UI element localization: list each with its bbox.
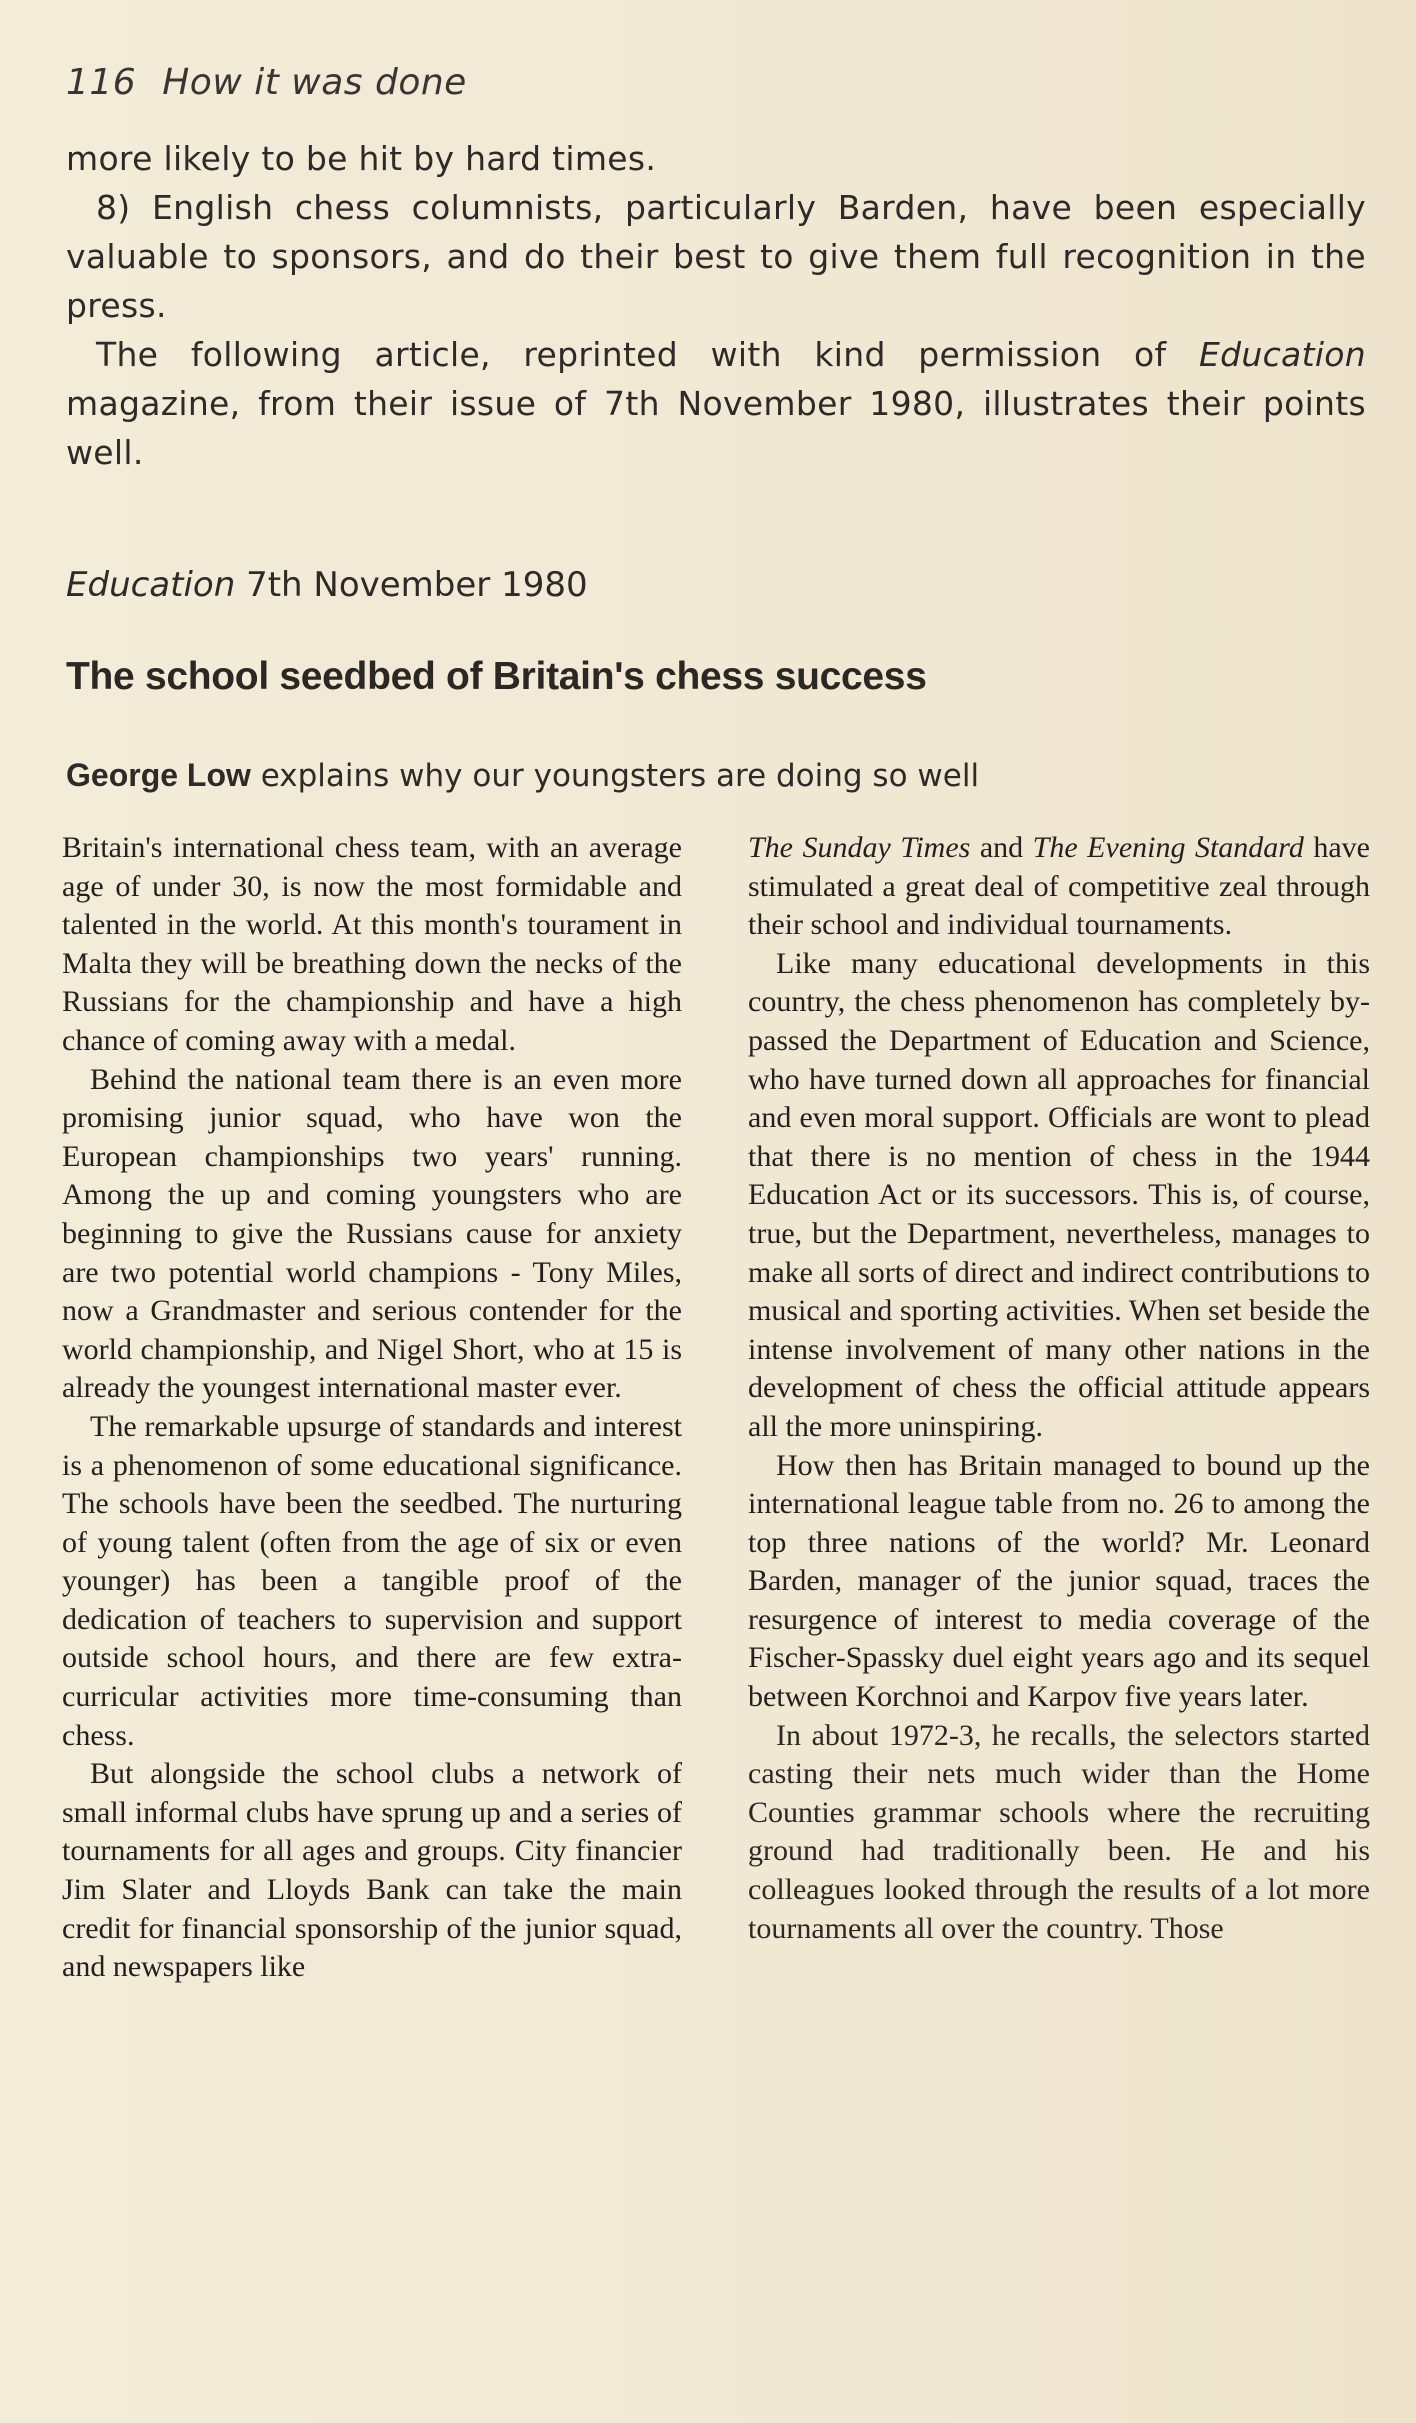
- right-p1-rest: have stimulated a great deal of competitive zeal through their school and individual tournaments.: [748, 831, 1370, 942]
- article-source-magazine: Education: [66, 565, 236, 605]
- newspaper-evening-standard: The Evening Standard: [1032, 831, 1304, 864]
- article-source-date: 7th November 1980: [235, 565, 588, 605]
- right-paragraph-1: [748, 829, 1370, 945]
- article-source: [66, 565, 588, 605]
- article-byline: [66, 757, 979, 794]
- page-number: 116: [66, 62, 137, 103]
- newspaper-sunday-times: The Sunday Times: [748, 831, 971, 864]
- intro-p3-end: magazine, from their issue of 7th November 1980, illustrates their points well.: [66, 384, 1366, 472]
- right-p1-and: and: [970, 831, 1033, 864]
- intro-paragraph-1: more likely to be hit by hard times.: [66, 139, 657, 178]
- byline-author: George Low: [66, 757, 251, 793]
- intro-p3-start: The following article, reprinted with kind permission of: [96, 335, 1199, 374]
- byline-text: explains why our youngsters are doing so well: [250, 758, 980, 794]
- left-paragraph-4: But alongside the school clubs a network of small informal clubs have sprung up and a series of tournaments for all ages and groups. City financier Jim Slater and Lloyds Bank can take the main credit for financial sponsorship of the junior squad, and newspapers like: [62, 1757, 682, 1984]
- left-paragraph-1: Britain's international chess team, with an average age of under 30, is now the most formidable and talented in the world. At this month's tourament in Malta they will be breathing down the necks of the Russians for the championship and have a high chance of coming away with a medal.: [62, 831, 682, 1057]
- left-paragraph-3: The remarkable upsurge of standards and interest is a phenomenon of some educational significance. The schools have been the seedbed. The nurturing of young talent (often from the age of six or even younger) has been a tangible proof of the dedication of teachers to supervision and support outside school hours, and there are few extra-curricular activities more time-consuming than chess.: [62, 1409, 682, 1752]
- right-paragraph-3: How then has Britain managed to bound up the international league table from no. 26 to among the top three nations of the world? Mr. Leonard Barden, manager of the junior squad, traces the resurgence of interest to media coverage of the Fischer-Spassky duel eight years ago and its sequel between Korchnoi and Karpov five years later.: [748, 1448, 1370, 1714]
- article-headline: The school seedbed of Britain's chess success: [66, 655, 927, 698]
- right-paragraph-2: Like many educational developments in this country, the chess phenomenon has completely by-passed the Department of Education and Science, who have turned down all approaches for financial and even moral support. Officials are wont to plead that there is no mention of chess in the 1944 Education Act or its successors. This is, of course, true, but the Department, nevertheless, manages to make all sorts of direct and indirect contributions to musical and sporting activities. When set beside the intense involvement of many other nations in the development of chess the official attitude appears all the more uninspiring.: [748, 946, 1370, 1443]
- running-head: [66, 62, 467, 103]
- intro-text: [66, 134, 1366, 477]
- right-paragraph-4: In about 1972-3, he recalls, the selectors started casting their nets much wider than the Home Counties grammar schools where the recruiting ground had traditionally been. He and his colleagues looked through the results of a lot more tournaments all over the country. Those: [748, 1718, 1370, 1945]
- section-title: How it was done: [162, 62, 467, 103]
- intro-paragraph-3: [66, 330, 1366, 477]
- article-right-column: [748, 829, 1370, 1948]
- intro-p3-magazine: Education: [1199, 335, 1366, 374]
- article-left-column: [62, 829, 682, 1987]
- intro-paragraph-2: 8) English chess columnists, particularly Barden, have been especially valuable to sponsors, and do their best to give them full recognition in the press.: [66, 188, 1366, 325]
- left-paragraph-2: Behind the national team there is an even more promising junior squad, who have won the European championships two years' running. Among the up and coming youngsters who are beginning to give the Russians cause for anxiety are two potential world champions - Tony Miles, now a Grandmaster and serious contender for the world championship, and Nigel Short, who at 15 is already the youngest international master ever.: [62, 1062, 682, 1405]
